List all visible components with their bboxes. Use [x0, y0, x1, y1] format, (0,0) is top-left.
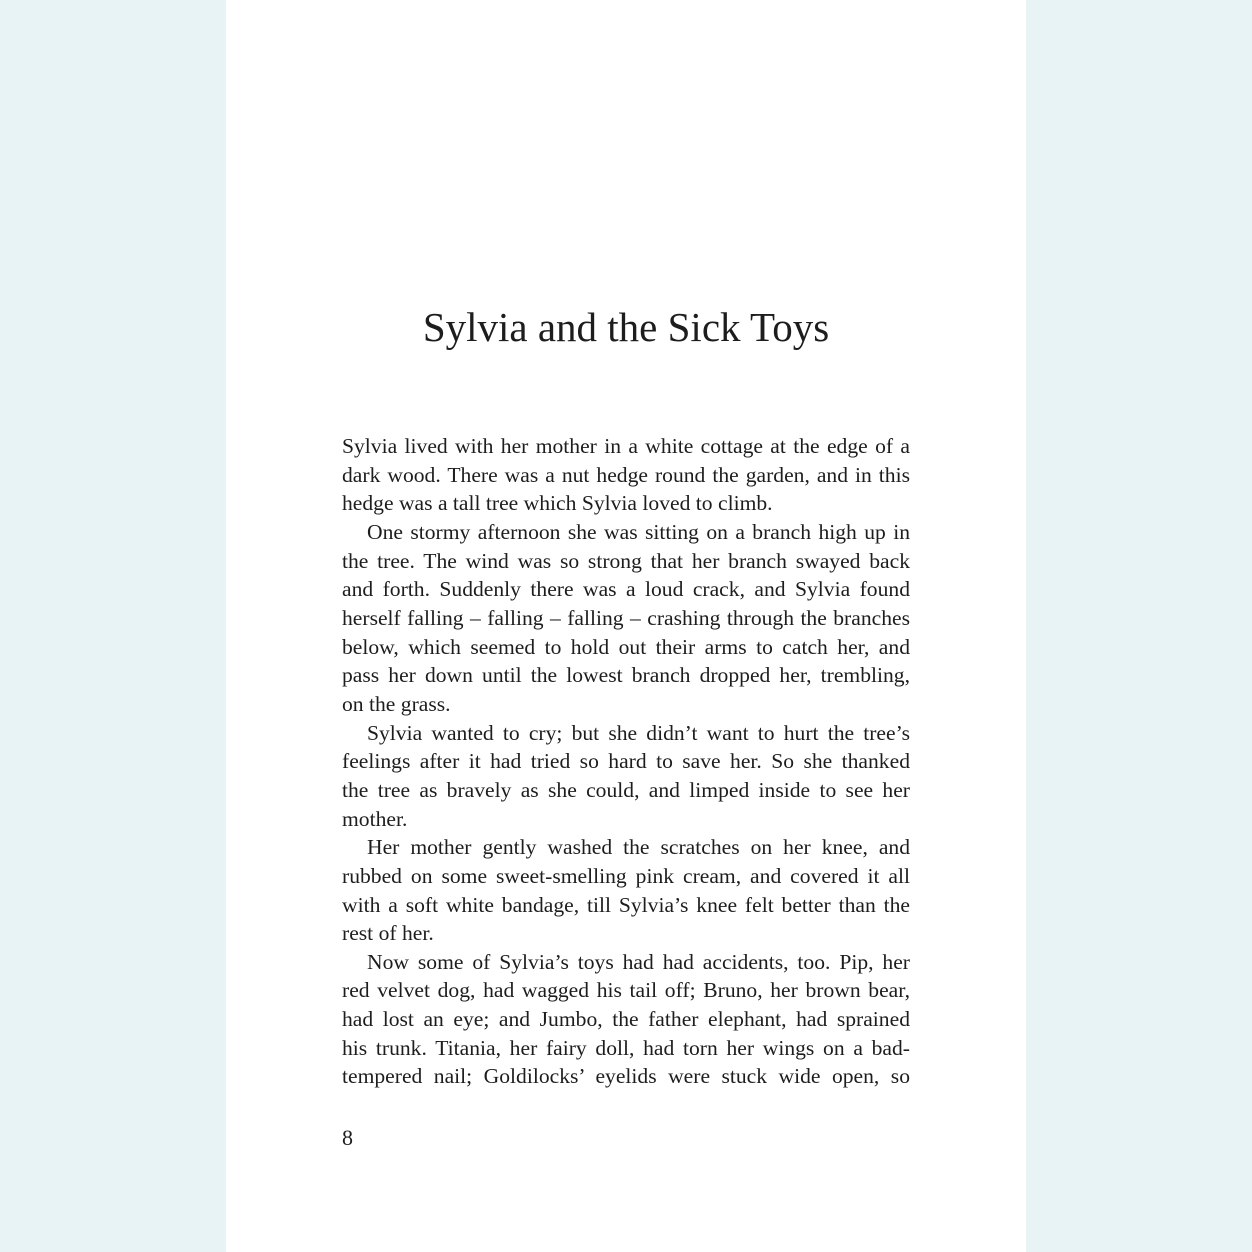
text-line: pass her down until the lowest branch dropped her, trembling, — [342, 663, 910, 688]
chapter-title: Sylvia and the Sick Toys — [422, 304, 830, 350]
book-page — [226, 0, 1026, 1252]
text-line: One stormy afternoon she was sitting on a branch high up in — [367, 519, 910, 544]
text-line: hedge was a tall tree which Sylvia loved to climb. — [342, 491, 773, 516]
paragraph — [342, 719, 910, 834]
text-line: the tree as bravely as she could, and limped inside to see her — [342, 777, 910, 802]
text-line: rest of her. — [342, 921, 434, 946]
paragraph — [342, 432, 910, 518]
text-line: the tree. The wind was so strong that her branch swayed back — [342, 548, 910, 573]
text-line: tempered nail; Goldilocks’ eyelids were stuck wide open, so — [342, 1064, 910, 1089]
text-line: dark wood. There was a nut hedge round the garden, and in this — [342, 462, 910, 487]
text-line: mother. — [342, 806, 408, 831]
text-line: had lost an eye; and Jumbo, the father elephant, had sprained — [342, 1007, 910, 1032]
text-line: Her mother gently washed the scratches on her knee, and — [367, 835, 910, 860]
text-line: and forth. Suddenly there was a loud crack, and Sylvia found — [342, 577, 910, 602]
text-line: rubbed on some sweet-smelling pink cream, and covered it all — [342, 863, 910, 888]
paragraph — [342, 518, 910, 719]
text-line: Now some of Sylvia’s toys had had accidents, too. Pip, her — [367, 949, 910, 974]
text-line: feelings after it had tried so hard to save her. So she thanked — [342, 749, 910, 774]
paragraph — [342, 833, 910, 948]
text-line: Sylvia wanted to cry; but she didn’t want to hurt the tree’s — [367, 720, 910, 745]
text-line: on the grass. — [342, 691, 451, 716]
text-line: Sylvia lived with her mother in a white cottage at the edge of a — [342, 434, 910, 458]
text-line: below, which seemed to hold out their arms to catch her, and — [342, 634, 910, 659]
text-line: with a soft white bandage, till Sylvia’s knee felt better than the — [342, 892, 910, 917]
text-line: his trunk. Titania, her fairy doll, had torn her wings on a bad- — [342, 1035, 910, 1060]
paragraph — [342, 948, 910, 1091]
text-line: herself falling – falling – falling – crashing through the branches — [342, 605, 910, 630]
body-text — [342, 432, 910, 1091]
text-line: red velvet dog, had wagged his tail off; Bruno, her brown bear, — [342, 978, 910, 1003]
page-number: 8 — [342, 1125, 353, 1150]
